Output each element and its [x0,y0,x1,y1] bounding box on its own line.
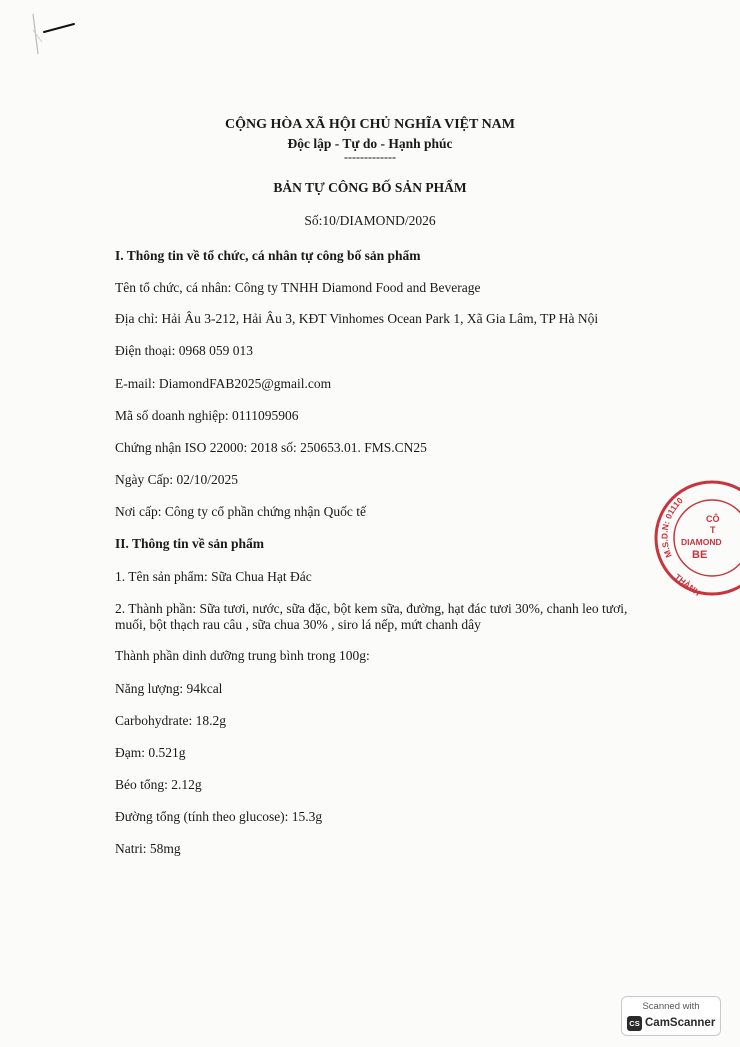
seal-ring-text: M.S.D.N: 01110 [659,495,685,559]
iso-cert-line: Chứng nhận ISO 22000: 2018 số: 250653.01. FMS.CN25 [115,440,427,455]
document-number: Số:10/DIAMOND/2026 [304,213,436,228]
camscanner-logo-icon: CS [627,1016,642,1031]
section-2-heading: II. Thông tin về sản phẩm [115,536,265,551]
country-heading: CỘNG HÒA XÃ HỘI CHỦ NGHĨA VIỆT NAM [224,117,515,132]
product-name-line: 1. Tên sản phẩm: Sữa Chua Hạt Đác [115,569,312,584]
org-name-line: Tên tổ chức, cá nhân: Công ty TNHH Diamond Food and Beverage [115,280,481,295]
header-divider: ------------- [344,150,396,164]
tax-code-line: Mã số doanh nghiệp: 0111095906 [115,408,299,423]
seal-center-line-3: DIAMOND [681,537,722,547]
sodium-line: Natri: 58mg [115,841,181,856]
sugar-line: Đường tổng (tính theo glucose): 15.3g [115,809,323,824]
nutrition-intro-line: Thành phần dinh dưỡng trung bình trong 100g: [115,648,370,663]
motto-heading: Độc lập - Tự do - Hạnh phúc [287,136,453,151]
seal-bottom-text: THÀNH [672,571,703,598]
address-line: Địa chỉ: Hải Âu 3-212, Hải Âu 3, KĐT Vinhomes Ocean Park 1, Xã Gia Lâm, TP Hà Nội [115,311,599,326]
email-line: E-mail: DiamondFAB2025@gmail.com [115,376,332,391]
ingredients-line-1: 2. Thành phần: Sữa tươi, nước, sữa đặc, bột kem sữa, đường, hạt đác tươi 30%, chanh leo tươi, [115,601,628,616]
issuer-line: Nơi cấp: Công ty cổ phần chứng nhận Quốc tế [115,504,367,519]
camscanner-brand-label: CamScanner [645,1017,716,1029]
carbohydrate-line: Carbohydrate: 18.2g [115,713,226,728]
seal-center-line-4: BE [692,549,708,561]
seal-center-line-1: CÔ [706,514,720,524]
camscanner-watermark [621,996,721,1036]
protein-line: Đạm: 0.521g [115,745,186,760]
pen-stroke-mark [30,10,80,60]
document-title: BẢN TỰ CÔNG BỐ SẢN PHẨM [273,180,467,195]
section-1-heading: I. Thông tin về tổ chức, cá nhân tự công bố sản phẩm [115,248,421,263]
fat-line: Béo tổng: 2.12g [115,777,202,792]
company-seal-stamp [652,478,740,598]
scanned-with-label: Scanned with [642,1001,700,1012]
seal-center-line-2: T [710,525,716,535]
ingredients-line-2: muối, bột thạch rau câu , sữa chua 30% , siro lá nếp, mứt chanh dây [115,617,481,632]
svg-text:M.S.D.N: 01110 [659,495,685,559]
energy-line: Năng lượng: 94kcal [115,681,223,696]
phone-line: Điện thoại: 0968 059 013 [115,343,253,358]
issue-date-line: Ngày Cấp: 02/10/2025 [115,472,238,487]
